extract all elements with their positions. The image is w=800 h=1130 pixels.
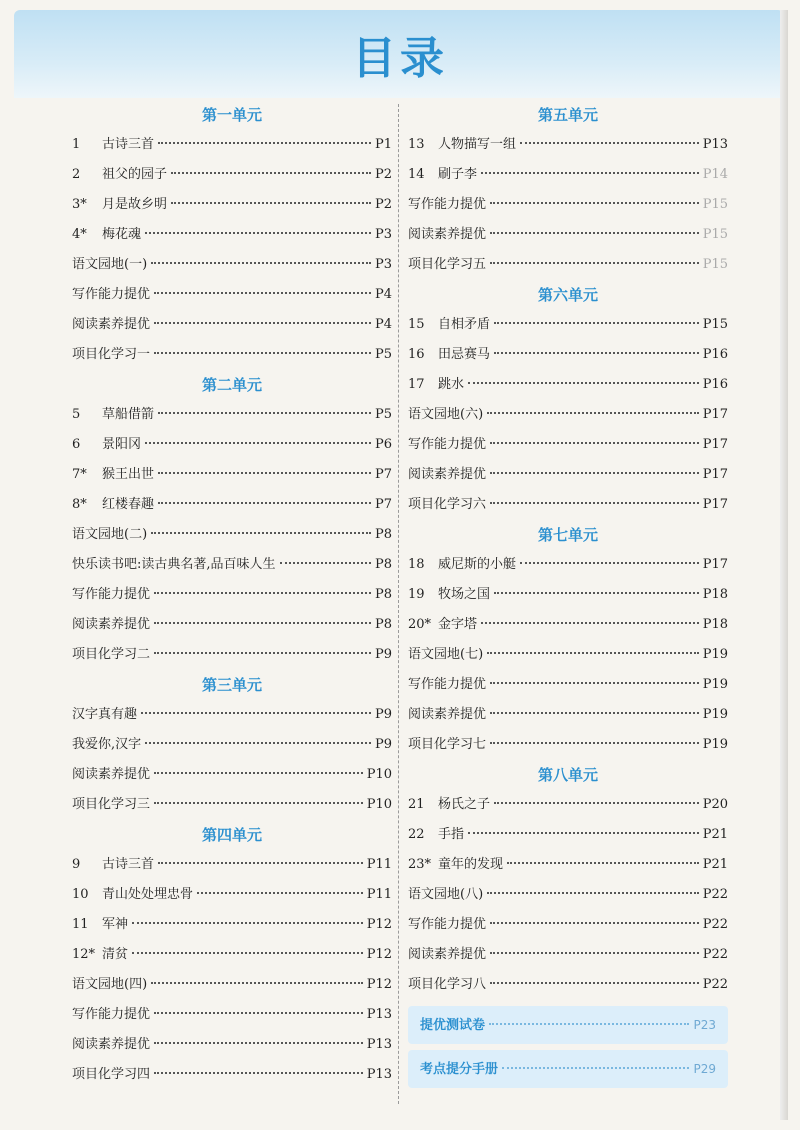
entry-title: 阅读素养提优 [408,947,487,962]
entry-page: P8 [374,557,392,572]
entry-number: 19 [408,587,425,602]
entry-title: 项目化学习四 [72,1067,151,1082]
entry-number: 9 [72,857,81,872]
entry-title: 语文园地(八) [408,887,484,902]
special-page: P29 [693,1062,716,1076]
section-title: 第三单元 [201,676,262,694]
dot-leader [490,442,699,444]
toc-entry[interactable] [408,940,728,970]
entry-page: P19 [702,737,728,752]
dot-leader [151,532,371,534]
entry-title: 古诗三首 [102,857,155,872]
entry-page: P6 [374,437,392,452]
entry-title: 语文园地(七) [408,647,484,662]
dot-leader [494,592,699,594]
dot-leader [490,982,699,984]
entry-number: 4* [72,227,87,242]
entry-page: P15 [702,257,728,272]
dot-leader [487,652,699,654]
entry-page: P17 [702,497,728,512]
entry-page: P9 [374,707,392,722]
entry-page: P16 [702,347,728,362]
toc-entry[interactable] [408,370,728,400]
toc-entry[interactable] [408,850,728,880]
entry-page: P22 [702,947,728,962]
entry-page: P8 [374,617,392,632]
dot-leader [490,712,699,714]
entry-page: P19 [702,647,728,662]
section-title: 第七单元 [537,526,598,544]
toc-entry[interactable] [72,520,392,550]
entry-page: P22 [702,917,728,932]
dot-leader [494,352,699,354]
entry-title: 牧场之国 [438,587,491,602]
dot-leader [280,562,371,564]
toc-entry[interactable] [72,910,392,940]
dot-leader [489,1023,689,1025]
special-title: 考点提分手册 [420,1062,499,1077]
toc-entry[interactable] [72,130,392,160]
toc-entry[interactable] [72,610,392,640]
dot-leader [490,952,699,954]
entry-page: P13 [366,1037,392,1052]
toc-entry[interactable] [72,490,392,520]
entry-page: P7 [374,467,392,482]
toc-entry[interactable] [72,850,392,880]
dot-leader [154,352,371,354]
dot-leader [468,382,699,384]
toc-entry[interactable] [408,460,728,490]
entry-title: 写作能力提优 [72,1007,151,1022]
entry-title: 人物描写一组 [438,137,517,152]
dot-leader [490,742,699,744]
dot-leader [145,442,371,444]
entry-title: 阅读素养提优 [72,1037,151,1052]
dot-leader [171,172,371,174]
dot-leader [490,502,699,504]
toc-entry[interactable] [72,220,392,250]
toc-entry[interactable] [72,550,392,580]
entry-title: 阅读素养提优 [408,707,487,722]
entry-page: P2 [374,197,392,212]
toc-entry[interactable] [408,190,728,220]
entry-title: 汉字真有趣 [72,707,138,722]
dot-leader [154,802,363,804]
entry-number: 5 [72,407,81,422]
entry-page: P18 [702,617,728,632]
dot-leader [490,262,699,264]
toc-entry[interactable] [72,880,392,910]
dot-leader [154,322,371,324]
entry-page: P8 [374,527,392,542]
dot-leader [494,322,699,324]
entry-title: 语文园地(二) [72,527,148,542]
dot-leader [481,172,699,174]
entry-number: 1 [72,137,81,152]
entry-title: 童年的发现 [438,857,504,872]
toc-entry[interactable] [72,250,392,280]
entry-title: 项目化学习一 [72,347,151,362]
toc-entry[interactable] [72,340,392,370]
special-entry[interactable] [408,1006,728,1044]
entry-page: P15 [702,227,728,242]
section-title: 第四单元 [201,826,262,844]
toc-entry[interactable] [72,280,392,310]
dot-leader [502,1067,689,1069]
dot-leader [507,862,699,864]
entry-page: P9 [374,737,392,752]
entry-page: P11 [366,857,392,872]
dot-leader [158,142,371,144]
entry-title: 跳水 [438,377,465,392]
entry-number: 2 [72,167,81,182]
entry-page: P21 [702,827,728,842]
entry-page: P18 [702,587,728,602]
dot-leader [487,412,699,414]
toc-entry[interactable] [72,400,392,430]
toc-entry[interactable] [408,130,728,160]
toc-entry[interactable] [72,1000,392,1030]
entry-number: 23* [408,857,432,872]
entry-page: P4 [374,317,392,332]
section-title: 第五单元 [537,106,598,124]
entry-number: 12* [72,947,96,962]
section-title: 第八单元 [537,766,598,784]
entry-page: P5 [374,347,392,362]
entry-page: P21 [702,857,728,872]
toc-entry[interactable] [72,430,392,460]
toc-entry[interactable] [408,670,728,700]
entry-number: 16 [408,347,425,362]
entry-title: 景阳冈 [102,437,142,452]
entry-number: 10 [72,887,89,902]
toc-entry[interactable] [72,790,392,820]
entry-title: 金字塔 [438,617,478,632]
entry-page: P19 [702,677,728,692]
toc-entry[interactable] [72,1060,392,1090]
entry-page: P13 [366,1007,392,1022]
toc-entry[interactable] [408,220,728,250]
toc-entry[interactable] [72,190,392,220]
entry-title: 祖父的园子 [102,167,168,182]
entry-title: 阅读素养提优 [408,467,487,482]
dot-leader [520,562,699,564]
entry-title: 田忌赛马 [438,347,491,362]
entry-page: P10 [366,767,392,782]
toc-entry[interactable] [408,970,728,1000]
dot-leader [490,922,699,924]
section-title: 第六单元 [537,286,598,304]
dot-leader [481,622,699,624]
section-title: 第一单元 [201,106,262,124]
entry-number: 18 [408,557,425,572]
toc-entry[interactable] [408,730,728,760]
dot-leader [154,292,371,294]
entry-page: P17 [702,407,728,422]
toc-entry[interactable] [72,580,392,610]
entry-page: P10 [366,797,392,812]
special-page: P23 [693,1018,716,1032]
entry-title: 我爱你,汉字 [72,737,142,752]
entry-title: 阅读素养提优 [408,227,487,242]
entry-title: 项目化学习八 [408,977,487,992]
toc-entry[interactable] [408,700,728,730]
toc-entry[interactable] [72,1030,392,1060]
entry-page: P22 [702,977,728,992]
entry-number: 6 [72,437,81,452]
toc-entry[interactable] [72,700,392,730]
entry-page: P22 [702,887,728,902]
toc-left-column [72,100,392,1090]
entry-page: P16 [702,377,728,392]
toc-entry[interactable] [72,640,392,670]
toc-entry[interactable] [72,730,392,760]
toc-entry[interactable] [408,250,728,280]
dot-leader [490,682,699,684]
toc-entry[interactable] [72,160,392,190]
dot-leader [494,802,699,804]
special-entry[interactable] [408,1050,728,1088]
entry-page: P3 [374,227,392,242]
toc-entry[interactable] [408,550,728,580]
dot-leader [520,142,699,144]
toc-entry[interactable] [72,460,392,490]
entry-page: P17 [702,437,728,452]
entry-page: P13 [702,137,728,152]
toc-entry[interactable] [408,640,728,670]
entry-title: 写作能力提优 [72,587,151,602]
dot-leader [154,622,371,624]
dot-leader [490,232,699,234]
entry-title: 威尼斯的小艇 [438,557,517,572]
entry-title: 草船借箭 [102,407,155,422]
entry-title: 项目化学习五 [408,257,487,272]
dot-leader [132,952,363,954]
section-title: 第二单元 [201,376,262,394]
dot-leader [141,712,371,714]
entry-title: 月是故乡明 [102,197,168,212]
entry-page: P12 [366,977,392,992]
entry-title: 项目化学习三 [72,797,151,812]
dot-leader [145,742,371,744]
entry-title: 写作能力提优 [408,197,487,212]
toc-entry[interactable] [408,910,728,940]
toc-entry[interactable] [408,430,728,460]
toc-entry[interactable] [408,340,728,370]
toc-entry[interactable] [408,400,728,430]
toc-entry[interactable] [408,880,728,910]
dot-leader [154,652,371,654]
entry-title: 语文园地(四) [72,977,148,992]
dot-leader [468,832,699,834]
entry-number: 13 [408,137,425,152]
entry-title: 项目化学习七 [408,737,487,752]
entry-page: P13 [366,1067,392,1082]
entry-title: 写作能力提优 [72,287,151,302]
dot-leader [158,862,363,864]
entry-title: 阅读素养提优 [72,617,151,632]
entry-number: 20* [408,617,432,632]
entry-page: P15 [702,317,728,332]
dot-leader [154,1012,363,1014]
entry-page: P11 [366,887,392,902]
toc-entry[interactable] [408,310,728,340]
entry-number: 8* [72,497,87,512]
entry-page: P15 [702,197,728,212]
dot-leader [197,892,363,894]
entry-title: 清贫 [102,947,129,962]
entry-number: 21 [408,797,425,812]
entry-page: P19 [702,707,728,722]
entry-page: P20 [702,797,728,812]
entry-page: P1 [374,137,392,152]
dot-leader [490,472,699,474]
dot-leader [158,502,371,504]
entry-title: 古诗三首 [102,137,155,152]
dot-leader [151,982,363,984]
entry-title: 项目化学习六 [408,497,487,512]
entry-page: P14 [702,167,728,182]
entry-title: 语文园地(六) [408,407,484,422]
entry-number: 11 [72,917,89,932]
entry-number: 3* [72,197,87,212]
toc-entry[interactable] [72,310,392,340]
entry-title: 军神 [102,917,129,932]
entry-title: 青山处处埋忠骨 [102,887,194,902]
entry-page: P3 [374,257,392,272]
entry-title: 写作能力提优 [408,677,487,692]
entry-page: P12 [366,947,392,962]
entry-title: 刷子李 [438,167,478,182]
dot-leader [154,592,371,594]
entry-title: 快乐读书吧:读古典名著,品百味人生 [72,557,276,572]
toc-entry[interactable] [408,490,728,520]
special-title: 提优测试卷 [420,1018,486,1033]
page-edge [780,10,788,1120]
entry-number: 7* [72,467,87,482]
entry-title: 红楼春趣 [102,497,155,512]
toc-entry[interactable] [408,820,728,850]
entry-page: P17 [702,467,728,482]
entry-number: 22 [408,827,425,842]
toc-right-column [408,100,728,1088]
dot-leader [490,202,699,204]
entry-title: 猴王出世 [102,467,155,482]
entry-title: 杨氏之子 [438,797,491,812]
toc-entry[interactable] [408,580,728,610]
entry-page: P7 [374,497,392,512]
entry-page: P8 [374,587,392,602]
entry-title: 写作能力提优 [408,917,487,932]
column-divider [398,104,399,1104]
entry-number: 15 [408,317,425,332]
toc-entry[interactable] [408,610,728,640]
dot-leader [132,922,363,924]
dot-leader [154,772,363,774]
dot-leader [487,892,699,894]
entry-page: P5 [374,407,392,422]
entry-page: P12 [366,917,392,932]
dot-leader [158,472,371,474]
dot-leader [154,1042,363,1044]
entry-title: 语文园地(一) [72,257,148,272]
entry-title: 项目化学习二 [72,647,151,662]
toc-entry[interactable] [408,160,728,190]
entry-page: P9 [374,647,392,662]
toc-entry[interactable] [72,970,392,1000]
toc-entry[interactable] [72,940,392,970]
entry-page: P17 [702,557,728,572]
entry-title: 阅读素养提优 [72,317,151,332]
entry-number: 17 [408,377,425,392]
dot-leader [171,202,371,204]
entry-title: 写作能力提优 [408,437,487,452]
dot-leader [154,1072,363,1074]
dot-leader [145,232,371,234]
entry-title: 手指 [438,827,465,842]
entry-page: P4 [374,287,392,302]
entry-title: 阅读素养提优 [72,767,151,782]
dot-leader [151,262,371,264]
toc-entry[interactable] [408,790,728,820]
entry-title: 梅花魂 [102,227,142,242]
entry-number: 14 [408,167,425,182]
dot-leader [158,412,371,414]
page-title: 目录 [352,33,448,84]
toc-entry[interactable] [72,760,392,790]
entry-title: 自相矛盾 [438,317,491,332]
entry-page: P2 [374,167,392,182]
